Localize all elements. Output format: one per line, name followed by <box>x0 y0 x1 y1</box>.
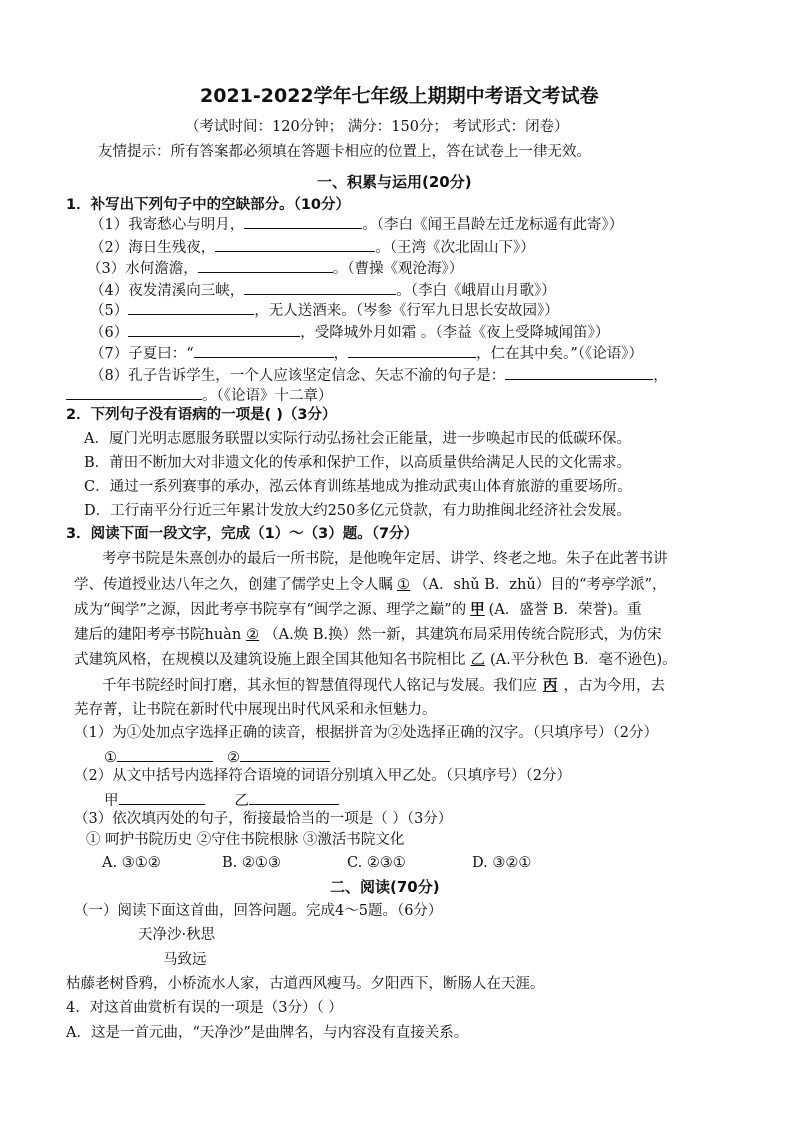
q1-item-3-post: 。（曹操《观沧海》） <box>332 261 464 277</box>
q2-stem: 2．下列句子没有语病的一项是( )（3分） <box>66 407 337 423</box>
q1-item-7-post: ，仁在其中矣。”（《论语》） <box>476 346 644 362</box>
q1-item-8-post2: 。（《论语》十二章） <box>202 388 333 404</box>
q1-item-1 <box>90 213 623 235</box>
passage-text: 成为“闽学”之源，因此考亭书院享有“闽学之源、理学之巅”的 <box>74 602 467 618</box>
option-c[interactable]: C. ②③① <box>347 855 406 871</box>
q3-sub1: （1）为①处加点字选择正确的读音，根据拼音为②处选择正确的汉字。（只填序号）（2分） <box>74 725 658 741</box>
q1-item-6-post: ，受降城外月如霜 。（李益《夜上受降城闻笛》） <box>300 325 610 341</box>
passage-text: (A.平分秋色 B．毫不逊色)。 <box>490 652 677 668</box>
q2-option-d[interactable]: D．工行南平分行近三年累计发放大约250多亿元贷款，有力助推闽北经济社会发展。 <box>84 503 631 519</box>
q1-item-1-post: 。（李白《闻王昌龄左迁龙标遥有此寄》） <box>362 217 624 233</box>
answer-blank[interactable] <box>505 364 653 380</box>
answer-blank[interactable] <box>198 257 333 273</box>
passage-text: （A．shǔ B．zhǔ）目的“考亭学派”， <box>414 577 667 593</box>
poem-title: 天净沙·秋思 <box>138 927 216 943</box>
option-a[interactable]: A. ③①② <box>102 855 161 871</box>
q1-item-4-post: 。（李白《峨眉山月歌》） <box>396 283 556 299</box>
exam-info: （考试时间：120分钟； 满分：150分； 考试形式：闭卷） <box>185 119 569 135</box>
blank-label: 乙 <box>234 793 249 809</box>
option-d[interactable]: D. ③②① <box>472 855 532 871</box>
q1-item-4-pre: （4）夜发清溪向三峡， <box>90 283 245 299</box>
answer-blank[interactable] <box>348 342 476 358</box>
q1-item-2-post: 。（王湾《次北固山下》） <box>375 240 535 256</box>
q1-item-5-pre: （5） <box>90 303 129 319</box>
section1-heading: 一、积累与运用(20分) <box>317 173 472 191</box>
answer-blank[interactable] <box>128 299 254 315</box>
q3-sub2: （2）从文中括号内选择符合语境的词语分别填入甲乙处。（只填序号）（2分） <box>74 768 571 784</box>
blank-label: ① <box>104 750 117 766</box>
q1-item-7-pre: （7）子夏曰：“ <box>90 346 194 362</box>
option-b[interactable]: B. ②①③ <box>222 855 281 871</box>
answer-blank[interactable] <box>249 789 339 805</box>
answer-blank[interactable] <box>117 746 213 762</box>
passage-text: （A.焕 B.换）然一新，其建筑布局采用传统合院形式，为仿宋 <box>264 627 662 643</box>
blank-marker-2: ② <box>246 627 260 643</box>
passage-line-7: 芜存菁，让书院在新时代中展现出时代风采和永恒魅力。 <box>74 702 437 718</box>
answer-blank[interactable] <box>119 789 205 805</box>
passage-line-1: 考亭书院是朱熹创办的最后一所书院，是他晚年定居、讲学、终老之地。朱子在此著书讲 <box>102 551 668 567</box>
passage-text: 学、传道授业达八年之久，创建了儒学史上令人瞩 <box>74 577 393 593</box>
friendly-tip: 友情提示：所有答案都必须填在答题卡相应的位置上，答在试卷上一律无效。 <box>98 144 591 160</box>
q1-item-2-pre: （2）海日生残夜， <box>90 240 216 256</box>
passage-line-6 <box>102 676 665 696</box>
answer-blank[interactable] <box>240 746 330 762</box>
answer-blank[interactable] <box>215 236 375 252</box>
q3-sub1-blanks <box>104 746 330 768</box>
q1-item-7 <box>90 342 643 364</box>
passage-text: ，古为今用，去 <box>563 678 665 694</box>
q1-item-6 <box>90 321 609 343</box>
blank-marker-yi: 乙 <box>470 652 485 668</box>
q1-item-8-pre: （8）孔子告诉学生，一个人应该坚定信念、矢志不渝的句子是： <box>90 368 506 384</box>
q1-item-6-pre: （6） <box>90 325 129 341</box>
passage-text: 建后的建阳考亭书院huàn <box>74 627 242 643</box>
q3-sub3-items: ① 呵护书院历史 ②守住书院根脉 ③激活书院文化 <box>86 832 405 848</box>
q4-stem: 4．对这首曲赏析有误的一项是（3分）（ ） <box>66 1000 343 1016</box>
blank-label: ② <box>227 750 240 766</box>
exam-title: 2021-2022学年七年级上期期中考语文考试卷 <box>200 85 599 107</box>
q3-sub3: （3）依次填丙处的句子，衔接最恰当的一项是（ ）（3分） <box>74 811 453 827</box>
q1-item-1-pre: （1）我寄愁心与明月， <box>90 217 245 233</box>
answer-blank[interactable] <box>244 213 362 229</box>
q3-sub2-blanks <box>104 789 339 811</box>
q1-item-3 <box>87 257 463 279</box>
q1-item-5-post: ，无人送酒来。（岑参《行军九日思长安故园》） <box>254 303 559 319</box>
q2-option-b[interactable]: B．莆田不断加大对非遗文化的传承和保护工作，以高质量供给满足人民的文化需求。 <box>84 455 632 471</box>
q3-stem: 3．阅读下面一段文字，完成（1）～（3）题。（7分） <box>66 526 419 542</box>
answer-blank[interactable] <box>194 342 334 358</box>
blank-marker-jia: 甲 <box>470 601 485 618</box>
q3-sub3-options <box>102 853 531 873</box>
answer-blank[interactable] <box>244 279 396 295</box>
passage-line-5 <box>74 650 677 670</box>
q1-item-8 <box>90 364 668 386</box>
passage-line-2 <box>74 575 667 595</box>
q1-item-3-pre: （3）水何澹澹， <box>87 261 198 277</box>
blank-label: 甲 <box>104 793 119 809</box>
passage-text: 千年书院经时间打磨，其永恒的智慧值得现代人铭记与发展。我们应 <box>102 678 537 694</box>
passage-line-4 <box>74 625 662 645</box>
q1-item-8-cont <box>66 384 333 406</box>
q1-item-4 <box>90 279 556 301</box>
passage-line-3 <box>74 600 642 620</box>
q1-item-2 <box>90 236 535 258</box>
q1-stem: 1．补写出下列句子中的空缺部分。（10分） <box>66 197 351 213</box>
blank-marker-bing: 丙 <box>543 677 558 694</box>
blank-marker-1: ① <box>397 577 410 593</box>
q1-item-8-post: ， <box>653 368 668 384</box>
q1-item-7-mid: ， <box>333 346 349 362</box>
passage-text: 式建筑风格，在规模以及建筑设施上跟全国其他知名书院相比 <box>74 652 466 668</box>
answer-blank[interactable] <box>128 321 300 337</box>
poem-author: 马致远 <box>163 952 207 968</box>
answer-blank[interactable] <box>66 384 202 400</box>
section2-heading: 二、阅读(70分) <box>330 878 440 896</box>
passage-text: (A．盛誉 B．荣誉)。重 <box>488 602 642 618</box>
poem-text: 枯藤老树昏鸦，小桥流水人家，古道西风瘦马。夕阳西下，断肠人在天涯。 <box>66 976 545 992</box>
q2-option-a[interactable]: A．厦门光明志愿服务联盟以实际行动弘扬社会正能量，进一步唤起市民的低碳环保。 <box>84 431 631 447</box>
section2-part1: （一）阅读下面这首曲，回答问题。完成4～5题。（6分） <box>74 903 443 919</box>
q2-option-c[interactable]: C．通过一系列赛事的承办，泓云体育训练基地成为推动武夷山体育旅游的重要场所。 <box>84 479 632 495</box>
q4-option-a[interactable]: A．这是一首元曲，“天净沙”是曲牌名，与内容没有直接关系。 <box>66 1025 469 1041</box>
q1-item-5 <box>90 299 559 321</box>
